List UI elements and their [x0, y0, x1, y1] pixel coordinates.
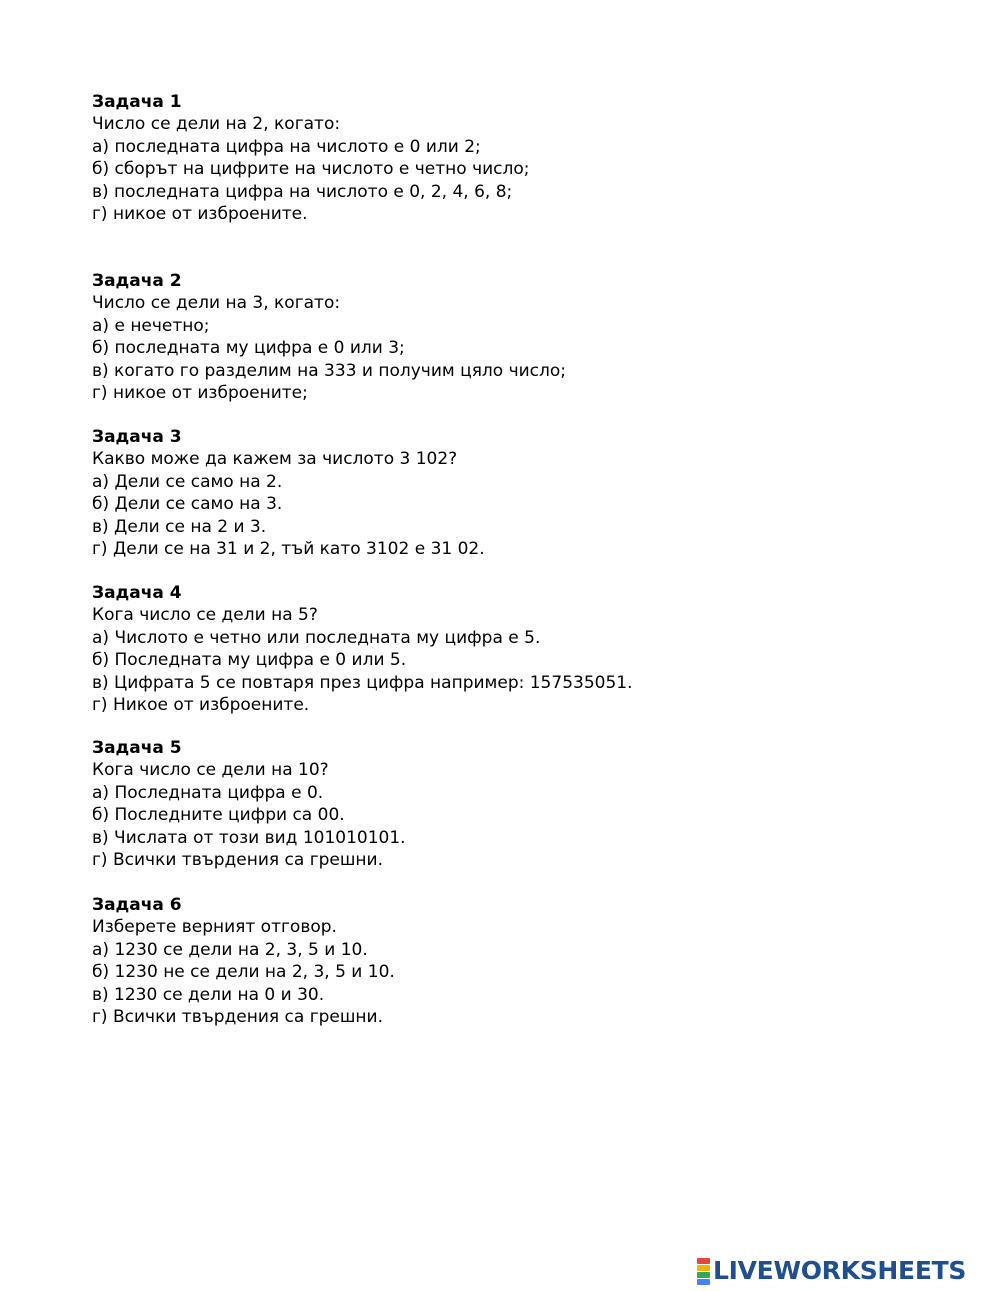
task-2-title: Задача 2 — [92, 271, 182, 291]
task-3-option-c: в) Дели се на 2 и 3. — [92, 516, 267, 537]
task-4-option-d: г) Никое от изброените. — [92, 694, 310, 715]
task-6-option-d: г) Всички твърдения са грешни. — [92, 1006, 383, 1027]
task-3-title: Задача 3 — [92, 427, 182, 447]
task-6-title: Задача 6 — [92, 895, 182, 915]
task-1-option-a: а) последната цифра на числото е 0 или 2; — [92, 136, 481, 157]
task-5-title: Задача 5 — [92, 738, 182, 758]
task-2-option-c: в) когато го разделим на 333 и получим цяло число; — [92, 360, 567, 381]
task-5-option-c: в) Числата от този вид 101010101. — [92, 827, 406, 848]
task-1-option-d: г) никое от изброените. — [92, 203, 308, 224]
task-4-option-b: б) Последната му цифра е 0 или 5. — [92, 650, 407, 671]
task-6-option-c: в) 1230 се дели на 0 и 30. — [92, 984, 325, 1005]
liveworksheets-logo — [697, 1256, 966, 1286]
task-5-question: Кога число се дели на 10? — [92, 760, 329, 781]
logo-block-red — [697, 1258, 710, 1264]
task-4 — [92, 582, 952, 716]
task-6-option-b: б) 1230 не се дели на 2, 3, 5 и 10. — [92, 962, 395, 983]
task-4-question: Кога число се дели на 5? — [92, 605, 318, 626]
task-1-question: Число се дели на 2, когато: — [92, 114, 341, 135]
task-2-option-d: г) никое от изброените; — [92, 382, 308, 403]
task-4-option-c: в) Цифрата 5 се повтаря през цифра например: 157535051. — [92, 672, 633, 693]
task-5-option-b: б) Последните цифри са 00. — [92, 805, 345, 826]
task-1 — [92, 91, 952, 225]
task-1-title: Задача 1 — [92, 92, 182, 112]
task-1-option-b: б) сборът на цифрите на числото е четно число; — [92, 159, 530, 180]
task-5 — [92, 737, 952, 871]
task-3-option-a: а) Дели се само на 2. — [92, 471, 283, 492]
logo-block-yellow — [697, 1265, 710, 1271]
task-6 — [92, 894, 952, 1028]
task-2-option-a: а) е нечетно; — [92, 315, 210, 336]
task-1-option-c: в) последната цифра на числото е 0, 2, 4, 6, 8; — [92, 181, 513, 202]
task-2-option-b: б) последната му цифра е 0 или 3; — [92, 338, 405, 359]
task-4-title: Задача 4 — [92, 583, 182, 603]
task-4-option-a: а) Числото е четно или последната му цифра е 5. — [92, 627, 541, 648]
task-3-option-d: г) Дели се на 31 и 2, тъй като 3102 е 31 02. — [92, 538, 485, 559]
logo-block-blue — [697, 1279, 710, 1285]
task-6-option-a: а) 1230 се дели на 2, 3, 5 и 10. — [92, 939, 368, 960]
task-3-option-b: б) Дели се само на 3. — [92, 494, 283, 515]
task-3-question: Какво може да кажем за числото 3 102? — [92, 449, 458, 470]
logo-blocks-icon — [697, 1258, 710, 1285]
task-2-question: Число се дели на 3, когато: — [92, 293, 341, 314]
task-3 — [92, 426, 952, 560]
task-5-option-d: г) Всички твърдения са грешни. — [92, 849, 383, 870]
logo-block-green — [697, 1272, 710, 1278]
task-2 — [92, 270, 952, 404]
logo-text: LIVEWORKSHEETS — [713, 1256, 967, 1285]
task-5-option-a: а) Последната цифра е 0. — [92, 782, 324, 803]
task-6-question: Изберете верният отговор. — [92, 917, 337, 938]
